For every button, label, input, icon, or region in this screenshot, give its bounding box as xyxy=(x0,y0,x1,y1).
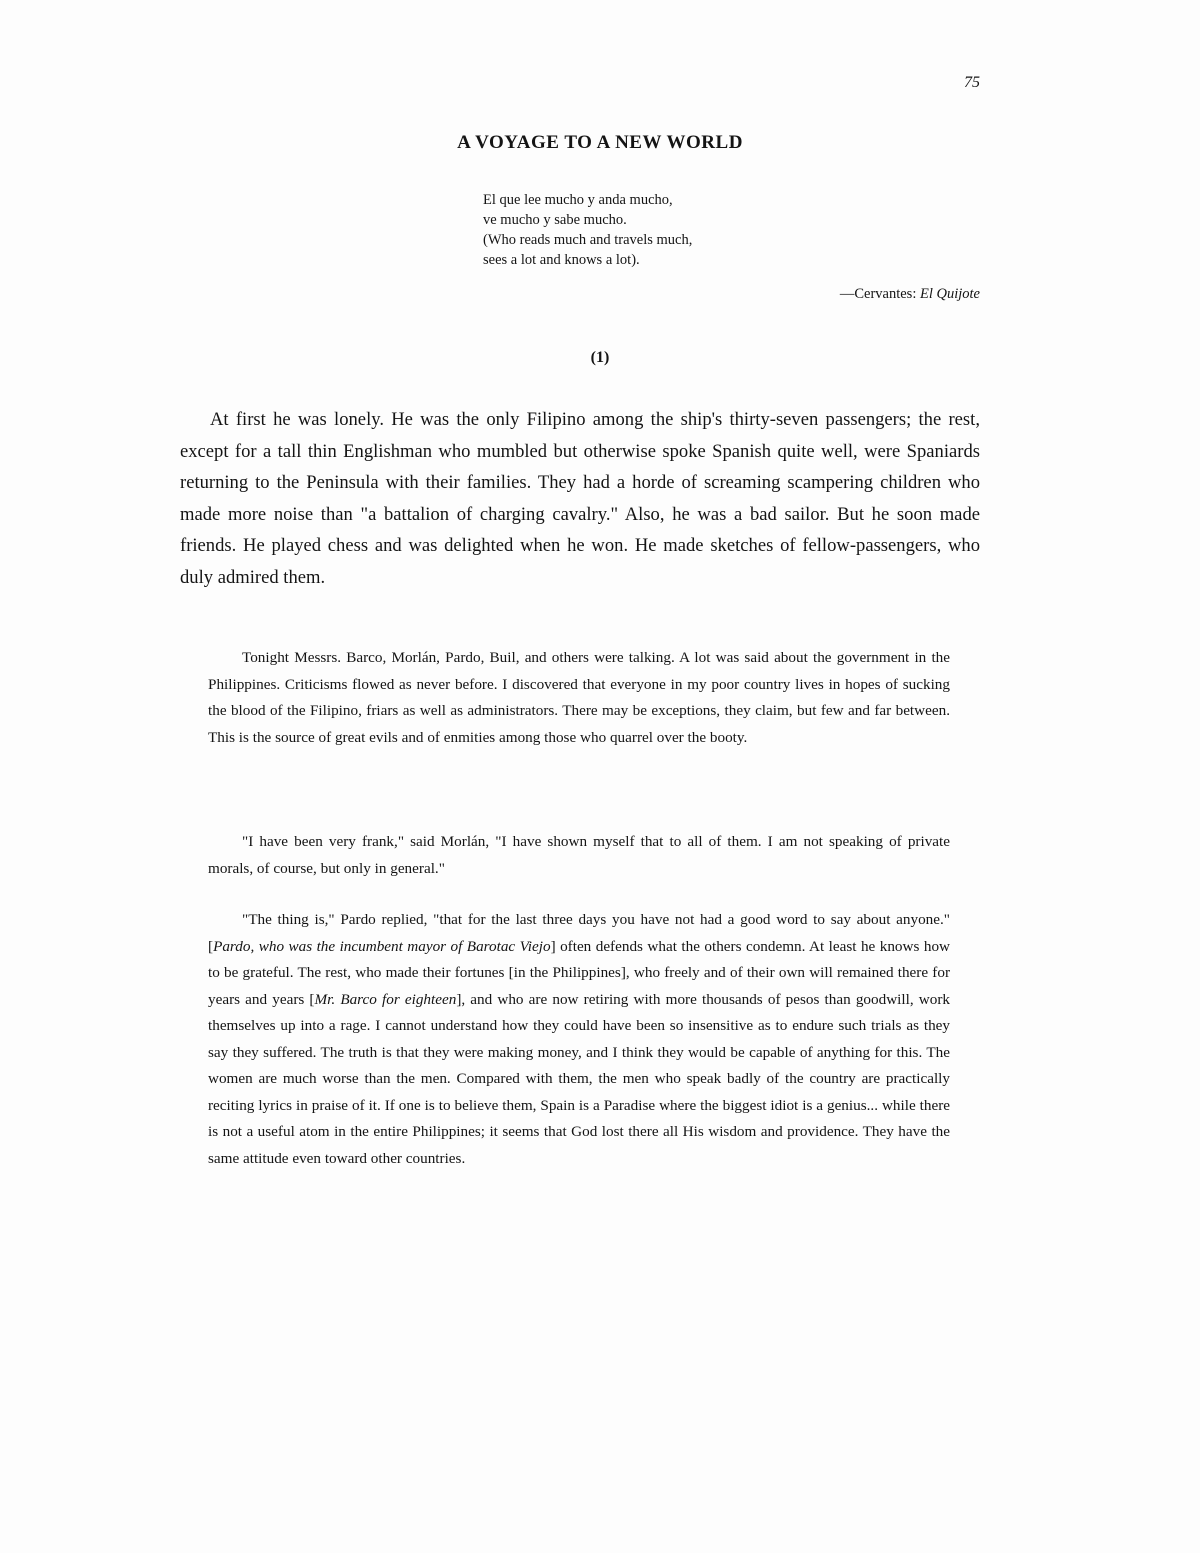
section-number: (1) xyxy=(590,349,610,366)
editorial-note: Pardo, who was the incumbent mayor of Barotac Viejo xyxy=(213,937,551,955)
epigraph-line: ve mucho y sabe mucho. xyxy=(483,212,627,228)
body-paragraph: At first he was lonely. He was the only Filipino among the ship's thirty-seven passengers; the rest, except for a tall thin Englishman who mumbled but otherwise spoke Spanish quite well, were Spaniards returning to the Peninsula with their families. They had a horde of screaming scampering children who made more noise than "a battalion of charging cavalry." Also, he was a bad sailor. But he soon made friends. He played chess and was delighted when he won. He made sketches of fellow-passengers, who duly admired them. xyxy=(180,409,980,588)
attribution-author: —Cervantes: xyxy=(839,286,917,302)
epigraph-line: (Who reads much and travels much, xyxy=(483,232,693,248)
page-number: 75 xyxy=(964,74,980,91)
epigraph-line: El que lee mucho y anda mucho, xyxy=(483,192,673,208)
quote-text: ], and who are now retiring with more thousands of pesos than goodwill, work themselves up into a rage. I cannot understand how they could have been so insensitive as to endure such trials as they say they suffered. The truth is that they were making money, and I think they would be capable of anything for this. The women are much worse than the men. Compared with them, the men who speak badly of the country are practically reciting lyrics in praise of it. If one is to believe them, Spain is a Paradise where the biggest idiot is a genius... while there is not a useful atom in the entire Philippines; it seems that God lost there all His wisdom and providence. They have the same attitude even toward other countries. xyxy=(208,990,950,1167)
editorial-note: Mr. Barco for eighteen xyxy=(314,990,457,1008)
epigraph xyxy=(483,190,823,270)
epigraph-line: sees a lot and knows a lot). xyxy=(483,252,640,268)
diary-quote-3 xyxy=(208,907,950,1172)
attribution-work: El Quijote xyxy=(919,286,980,302)
diary-quote-1: Tonight Messrs. Barco, Morlán, Pardo, Buil, and others were talking. A lot was said about the government in the Philippines. Criticisms flowed as never before. I discovered that everyone in my poor country lives in hopes of sucking the blood of the Filipino, friars as well as administrators. There may be exceptions, they claim, but few and far between. This is the source of great evils and of enmities among those who quarrel over the booty. xyxy=(208,649,950,746)
diary-quote-2: "I have been very frank," said Morlán, "I have shown myself that to all of them. I am not speaking of private morals, of course, but only in general." xyxy=(208,833,950,877)
epigraph-attribution xyxy=(700,286,980,303)
quote-text: "The thing is," Pardo replied, "that for the last three days you have not had a good word to say about anyone." [ xyxy=(208,911,950,955)
quote-text: ] often defends what the others condemn. At least he knows how to be grateful. The rest, who made their fortunes [in the Philippines], who freely and of their own will remained there for years and years [ xyxy=(208,937,951,1008)
chapter-title: A VOYAGE TO A NEW WORLD xyxy=(457,132,743,153)
